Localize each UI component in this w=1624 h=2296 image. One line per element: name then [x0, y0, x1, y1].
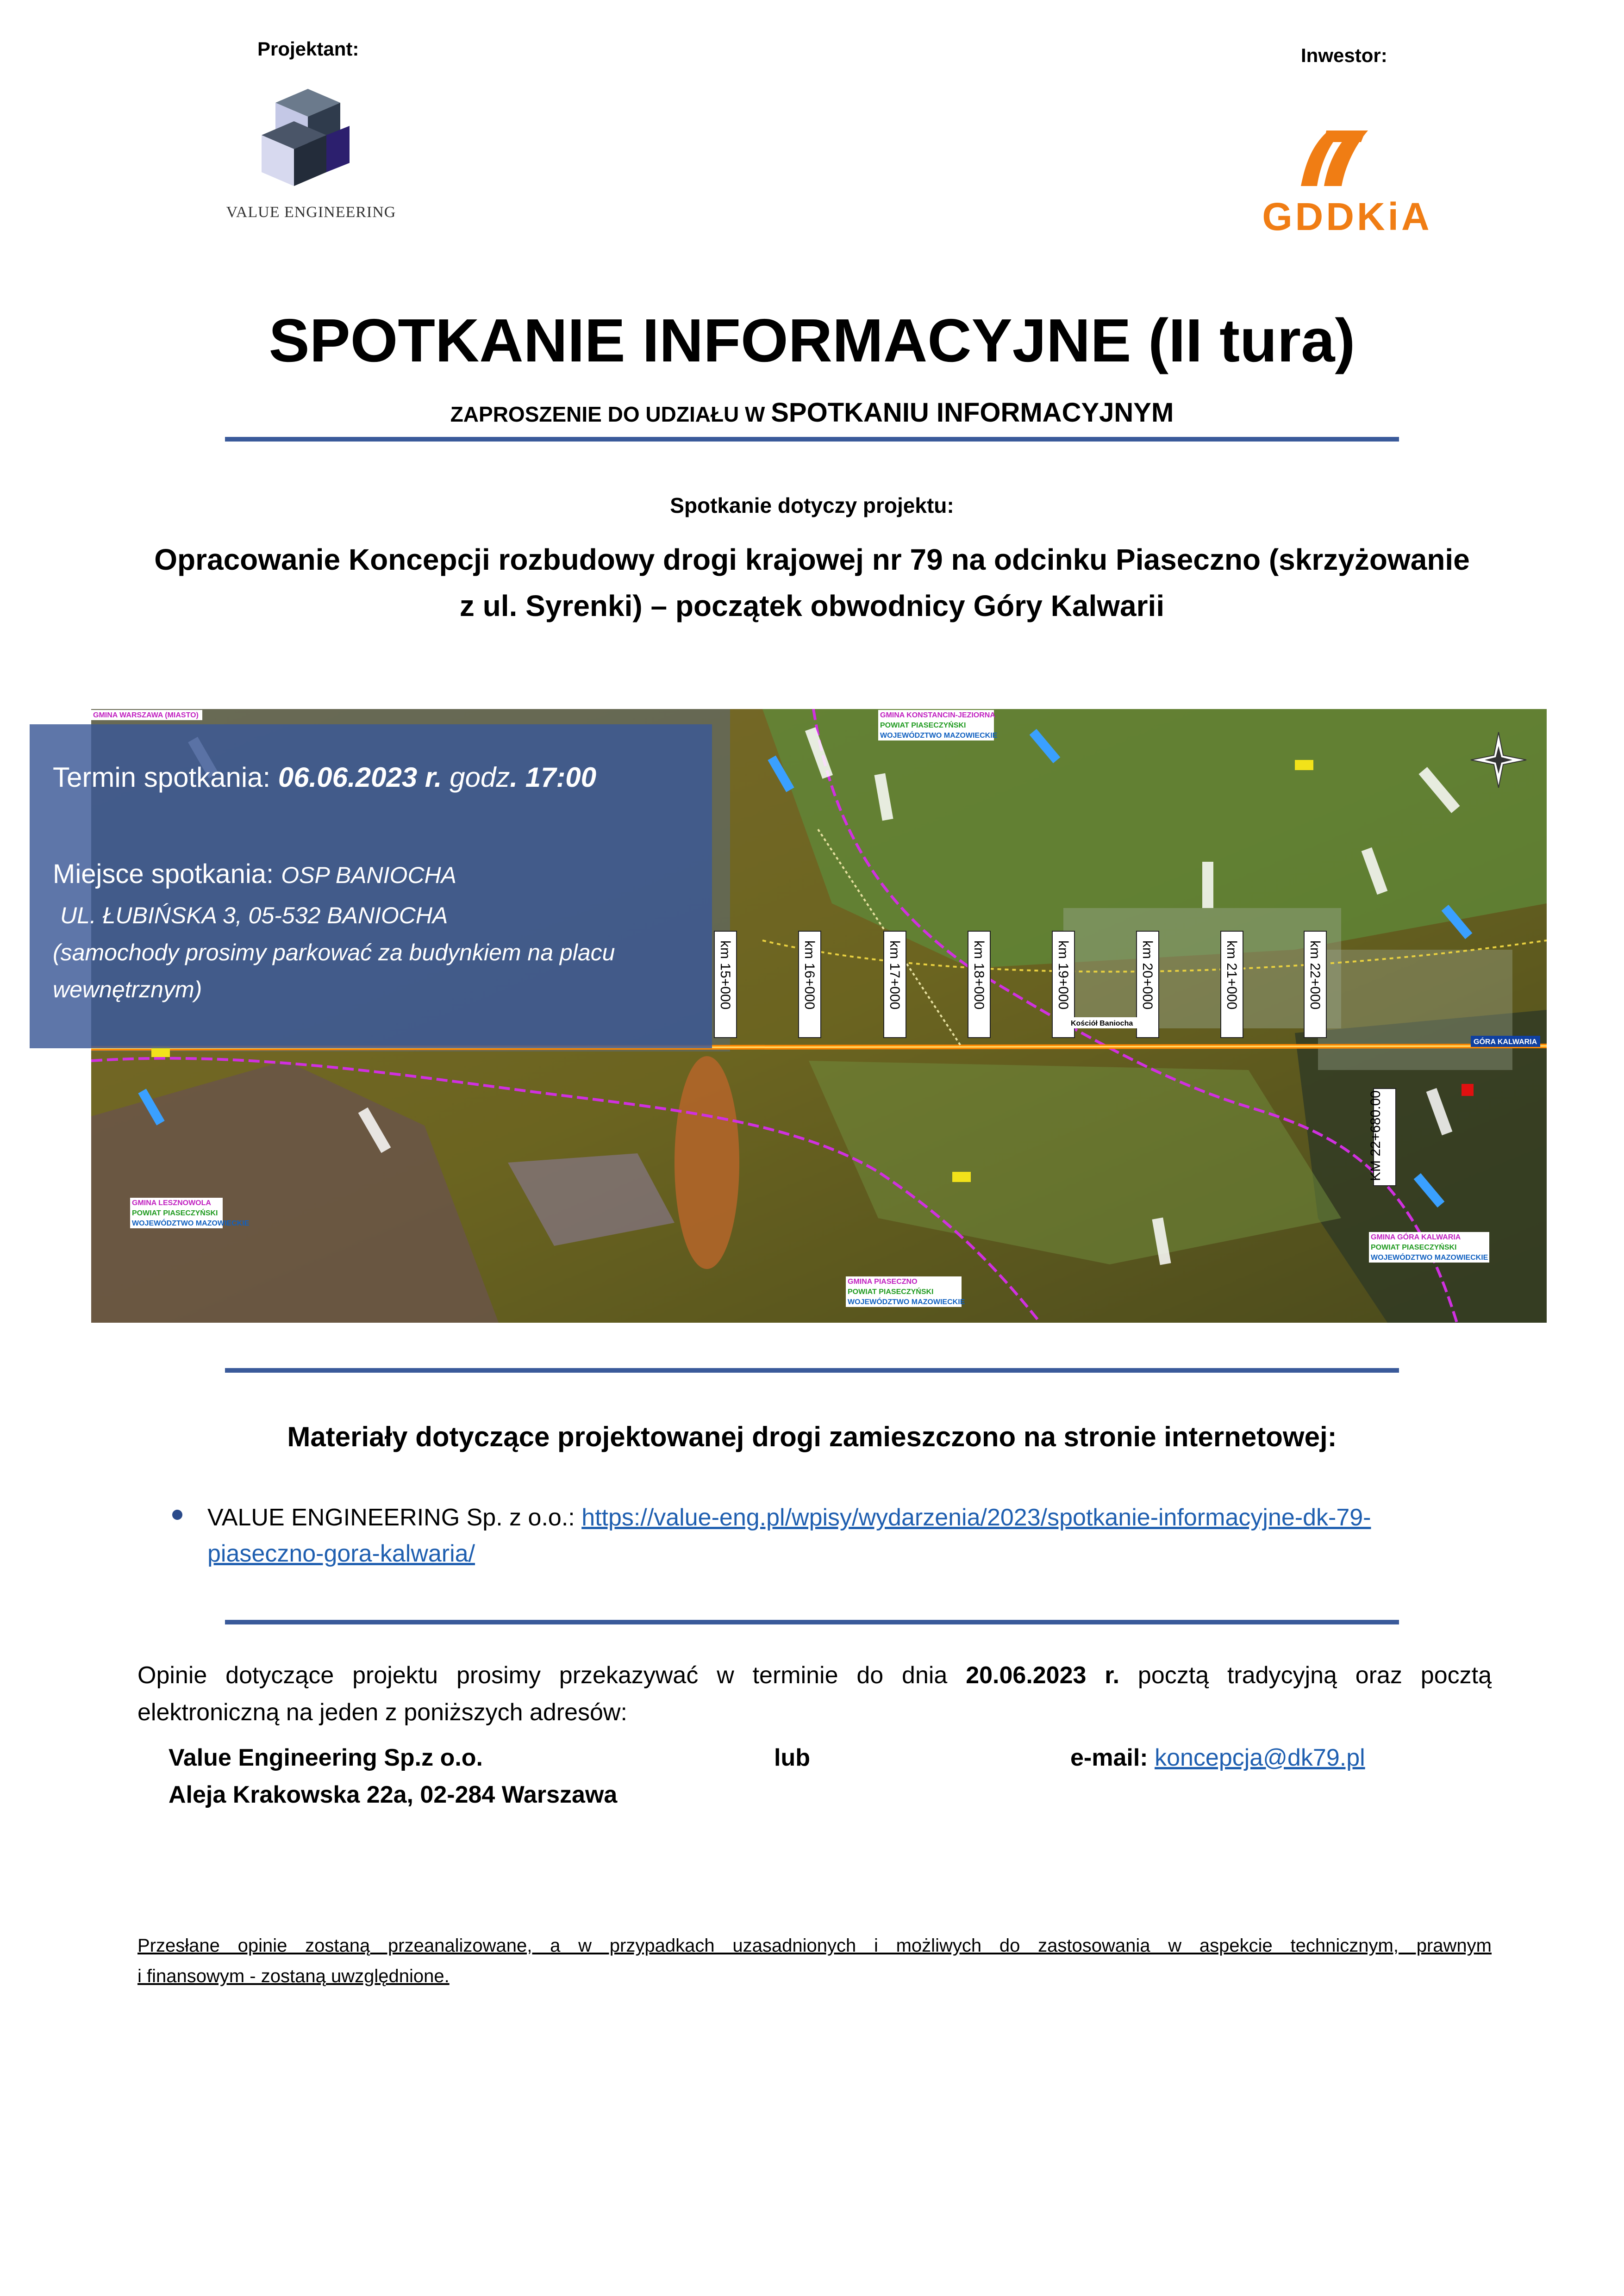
- invitation-prefix: ZAPROSZENIE DO UDZIAŁU W: [450, 402, 771, 426]
- materials-heading: Materiały dotyczące projektowanej drogi zamieszczono na stronie internetowej:: [287, 1421, 1337, 1452]
- footer-note-line1: Przesłane opinie zostaną przeanalizowane, a w przypadkach uzasadnionych i możliwych do zastosowania w aspekcie technicznym, prawnym: [137, 1935, 1492, 1956]
- municipality-label: GMINA LESZNOWOLA: [132, 1199, 211, 1207]
- materials-link[interactable]: https://value-eng.pl/wpisy/wydarzenia/2023/spotkanie-informacyjne-dk-79-: [581, 1504, 1371, 1531]
- divider-lower: [225, 1620, 1399, 1624]
- opinions-line2: elektroniczną na jeden z poniższych adresów:: [137, 1699, 627, 1726]
- investor-label: Inwestor:: [1301, 44, 1387, 66]
- meeting-date: 06.06.2023: [278, 762, 418, 793]
- municipality-label: WOJEWÓDZTWO MAZOWIECKIE: [132, 1220, 250, 1227]
- value-engineering-logo: [257, 84, 359, 200]
- km-label: km 20+000: [1140, 940, 1155, 1010]
- municipality-label: POWIAT PIASECZYŃSKI: [848, 1288, 934, 1296]
- address-name: Value Engineering Sp.z o.o.: [169, 1744, 483, 1771]
- meeting-time: 17:00: [525, 762, 597, 793]
- municipality-label: POWIAT PIASECZYŃSKI: [1371, 1244, 1457, 1251]
- page-title: SPOTKANIE INFORMACYJNE (II tura): [269, 306, 1355, 374]
- parking-note-line2: wewnętrznym): [53, 977, 202, 1002]
- designer-label: Projektant:: [257, 38, 359, 60]
- km-label: km 19+000: [1056, 940, 1071, 1010]
- materials-item: [207, 1500, 1371, 1572]
- parking-note-line1: (samochody prosimy parkować za budynkiem na placu: [53, 940, 615, 965]
- opinions-line1: [137, 1661, 1492, 1689]
- church-label: Kościół Baniocha: [1071, 1020, 1133, 1027]
- opinions-deadline: 20.06.2023 r.: [966, 1662, 1120, 1689]
- value-engineering-caption: VALUE ENGINEERING: [226, 204, 396, 221]
- or-label: lub: [774, 1744, 810, 1771]
- time-dot: .: [510, 762, 525, 793]
- opinions-text-post: pocztą tradycyjną oraz pocztą: [1119, 1662, 1492, 1689]
- invitation-emphasis: SPOTKANIU INFORMACYJNYM: [771, 398, 1174, 428]
- place-name: OSP BANIOCHA: [281, 862, 457, 888]
- footer-note-line2: i finansowym - zostaną uwzględnione.: [137, 1966, 450, 1986]
- municipality-label: GMINA WARSZAWA (MIASTO): [93, 711, 199, 719]
- project-intro: Spotkanie dotyczy projektu:: [670, 493, 954, 517]
- materials-company: VALUE ENGINEERING Sp. z o.o.:: [207, 1504, 582, 1531]
- meeting-place-line: [53, 859, 456, 890]
- project-name-line1: Opracowanie Koncepcji rozbudowy drogi krajowej nr 79 na odcinku Piaseczno (skrzyżowanie: [154, 543, 1470, 576]
- municipality-label: GMINA PIASECZNO: [848, 1278, 918, 1286]
- meeting-date-line: [53, 761, 596, 793]
- place-label: Miejsce spotkania:: [53, 859, 281, 889]
- municipality-label: GMINA KONSTANCIN-JEZIORNA: [880, 711, 995, 719]
- time-label: godz: [442, 762, 510, 793]
- km-end-label: KM 22+680.00: [1368, 1090, 1383, 1181]
- municipality-label: POWIAT PIASECZYŃSKI: [132, 1209, 218, 1217]
- project-name-line2: z ul. Syrenki) – początek obwodnicy Góry Kalwarii: [459, 589, 1165, 622]
- invitation-subtitle: [0, 397, 1624, 428]
- meeting-address: UL. ŁUBIŃSKA 3, 05-532 BANIOCHA: [60, 902, 448, 928]
- bullet-icon: [172, 1510, 182, 1520]
- municipality-label: WOJEWÓDZTWO MAZOWIECKIE: [848, 1298, 965, 1306]
- gddkia-emblem-icon: [1292, 121, 1375, 191]
- divider-middle: [225, 1368, 1399, 1373]
- gora-kalwaria-sign: GÓRA KALWARIA: [1474, 1038, 1537, 1046]
- date-suffix: r.: [417, 762, 442, 793]
- address-street: Aleja Krakowska 22a, 02-284 Warszawa: [169, 1781, 618, 1808]
- municipality-label: GMINA GÓRA KALWARIA: [1371, 1233, 1461, 1241]
- km-label: km 18+000: [971, 940, 987, 1010]
- km-label: km 15+000: [718, 940, 733, 1010]
- email-line: [1070, 1744, 1365, 1772]
- km-label: km 22+000: [1307, 940, 1323, 1010]
- email-link[interactable]: koncepcja@dk79.pl: [1155, 1744, 1365, 1771]
- municipality-label: WOJEWÓDZTWO MAZOWIECKIE: [880, 732, 998, 740]
- km-label: km 16+000: [802, 940, 817, 1010]
- municipality-label: POWIAT PIASECZYŃSKI: [880, 722, 966, 729]
- materials-link-cont[interactable]: piaseczno-gora-kalwaria/: [207, 1540, 475, 1567]
- divider-top: [225, 437, 1399, 442]
- km-label: km 17+000: [887, 940, 902, 1010]
- meeting-info-box: [30, 724, 712, 1048]
- municipality-label: WOJEWÓDZTWO MAZOWIECKIE: [1371, 1254, 1488, 1262]
- km-label: km 21+000: [1224, 940, 1239, 1010]
- gddkia-wordmark: GDDKiA: [1262, 195, 1432, 238]
- email-label: e-mail:: [1070, 1744, 1155, 1771]
- date-label: Termin spotkania:: [53, 762, 278, 793]
- opinions-text: Opinie dotyczące projektu prosimy przekazywać w terminie do dnia: [137, 1662, 966, 1689]
